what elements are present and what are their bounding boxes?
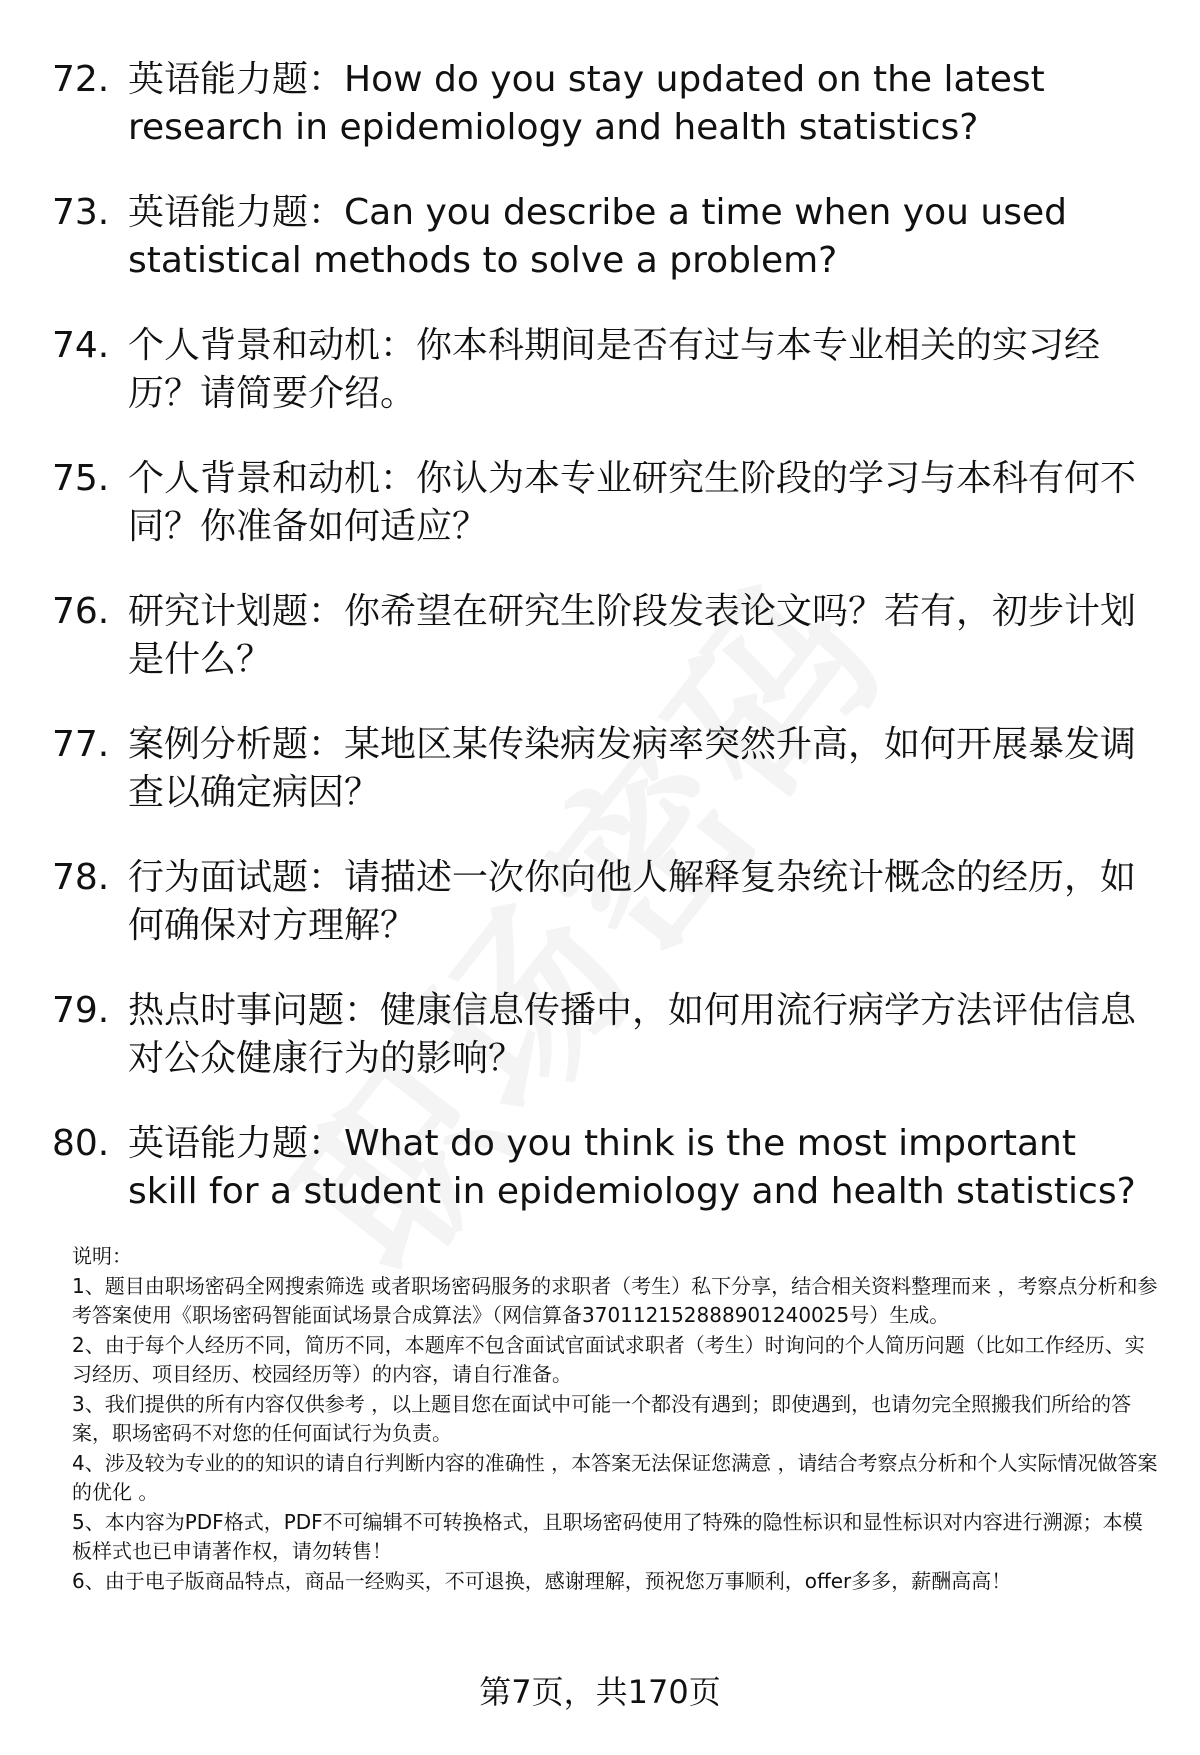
question-text: 英语能力题：How do you stay updated on the latest research in epidemiology and health statistics? [128,59,1045,148]
note-item: 2、由于每个人经历不同，简历不同，本题库不包含面试官面试求职者（考生）时询问的个人简历问题（比如工作经历、实习经历、项目经历、校园经历等）的内容，请自行准备。 [72,1332,1145,1386]
question-text: 热点时事问题：健康信息传播中，如何用流行病学方法评估信息对公众健康行为的影响？ [128,990,1137,1079]
question-item [0,987,1148,1083]
question-text: 英语能力题：Can you describe a time when you used statistical methods to solve a problem? [128,192,1067,281]
question-number: 76. [52,591,110,632]
question-item [0,56,1148,152]
note-item: 5、本内容为PDF格式，PDF不可编辑不可转换格式，且职场密码使用了特殊的隐性标识和显性标识对内容进行溯源；本模板样式也已申请著作权，请勿转售！ [72,1509,1143,1563]
notes-title: 说明： [72,1244,132,1268]
question-number: 78. [52,857,110,898]
note-item: 3、我们提供的所有内容仅供参考 ，以上题目您在面试中可能一个都没有遇到；即使遇到，也请勿完全照搬我们所给的答案，职场密码不对您的任何面试行为负责。 [72,1391,1132,1445]
question-number: 77. [52,724,110,765]
question-number: 74. [52,325,110,366]
note-item: 1、题目由职场密码全网搜索筛选 或者职场密码服务的求职者（考生）私下分享，结合相关资料整理而来 ，考察点分析和参考答案使用《职场密码智能面试场景合成算法》（网信算备370112152888901240025号）生成。 [72,1273,1158,1327]
question-item [0,721,1148,817]
question-text: 个人背景和动机：你认为本专业研究生阶段的学习与本科有何不同？你准备如何适应？ [128,458,1137,547]
question-text: 案例分析题：某地区某传染病发病率突然升高，如何开展暴发调查以确定病因？ [128,724,1137,813]
question-item [0,588,1148,684]
question-text: 英语能力题：What do you think is the most important skill for a student in epidemiology and health statistics? [128,1123,1136,1212]
question-item [0,189,1148,285]
question-item [0,455,1148,551]
question-number: 80. [52,1123,110,1164]
question-number: 72. [52,59,110,100]
question-text: 个人背景和动机：你本科期间是否有过与本专业相关的实习经历？请简要介绍。 [128,325,1101,414]
notes-section [72,1242,1162,1596]
note-item: 6、由于电子版商品特点，商品一经购买，不可退换，感谢理解，预祝您万事顺利，offer多多，薪酬高高！ [72,1568,1012,1593]
question-item [0,322,1148,418]
question-number: 79. [52,990,110,1031]
question-number: 73. [52,192,110,233]
question-item [0,1120,1148,1216]
question-list [0,56,1200,1253]
question-number: 75. [52,458,110,499]
note-item: 4、涉及较为专业的的知识的请自行判断内容的准确性 ，本答案无法保证您满意 ，请结合考察点分析和个人实际情况做答案的优化 。 [72,1450,1158,1504]
question-text: 行为面试题：请描述一次你向他人解释复杂统计概念的经历，如何确保对方理解？ [128,857,1137,946]
question-text: 研究计划题：你希望在研究生阶段发表论文吗？若有，初步计划是什么？ [128,591,1137,680]
question-item [0,854,1148,950]
page-number: 第7页，共170页 [479,1673,721,1711]
